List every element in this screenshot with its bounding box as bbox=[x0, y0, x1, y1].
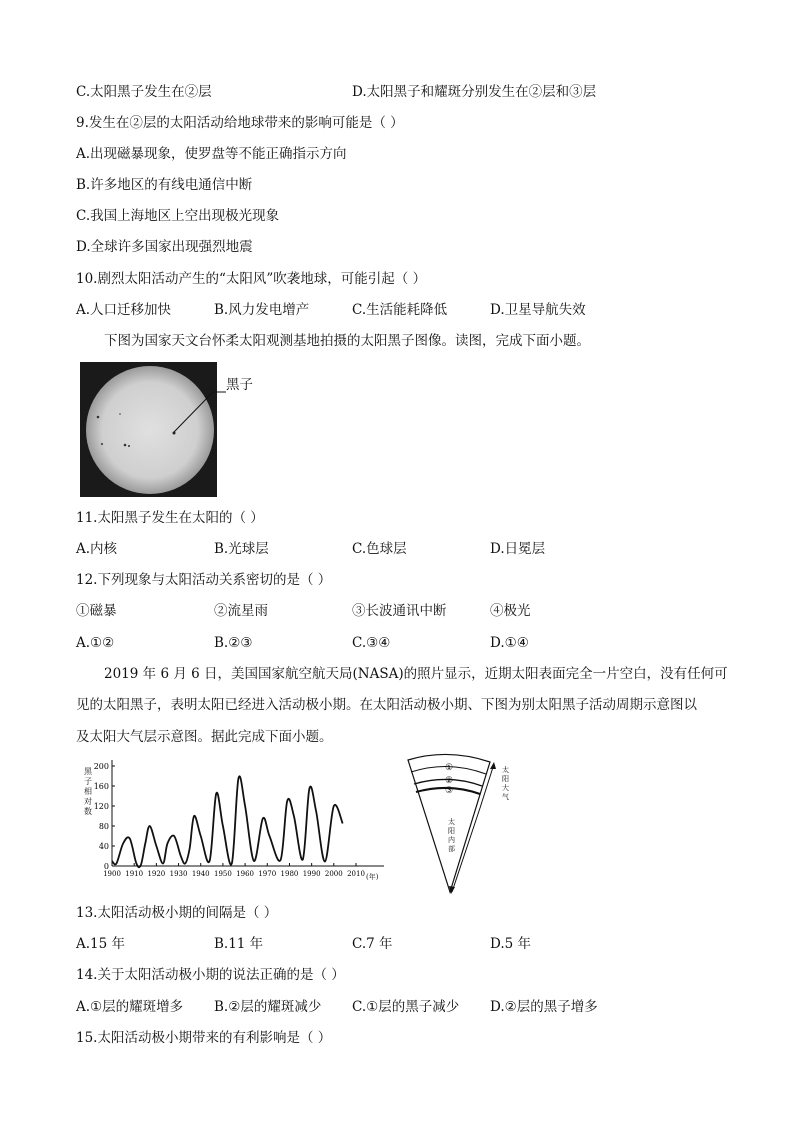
y-tick-label: 0 bbox=[103, 862, 109, 871]
y-tick-label: 200 bbox=[93, 762, 109, 771]
intro-sunspot-image: 下图为国家天文台怀柔太阳观测基地拍摄的太阳黑子图像。读图，完成下面小题。 bbox=[104, 333, 590, 349]
x-tick-label: 2000 bbox=[324, 870, 343, 878]
layer-1-label: ① bbox=[445, 763, 454, 773]
intro-paragraph-line-1: 2019 年 6 月 6 日，美国国家航空航天局(NASA)的照片显示，近期太阳表面完全一片空白，没有任何可 bbox=[104, 666, 728, 682]
intro-paragraph-line-3: 及太阳大气层示意图。据此完成下面小题。 bbox=[76, 729, 333, 745]
sunspot bbox=[124, 444, 127, 447]
x-tick-label: 1940 bbox=[191, 870, 210, 878]
q12-item-2: ②流星雨 bbox=[214, 603, 268, 619]
sunspot bbox=[128, 445, 130, 447]
atmosphere-label: 太阳大气 bbox=[502, 766, 509, 801]
q10-stem: 10.剧烈太阳活动产生的“太阳风”吹袭地球，可能引起（ ） bbox=[76, 271, 427, 287]
q10-option-a: A.人口迁移加快 bbox=[76, 302, 172, 318]
sunspot bbox=[119, 413, 121, 415]
sunspot-series-line bbox=[112, 776, 343, 867]
q9-option-d: D.全球许多国家出现强烈地震 bbox=[76, 239, 253, 255]
q13-option-a: A.15 年 bbox=[76, 936, 126, 952]
q12-stem: 12.下列现象与太阳活动关系密切的是（ ） bbox=[76, 572, 332, 588]
q10-option-d: D.卫星导航失效 bbox=[490, 302, 586, 318]
q12-option-a: A.①② bbox=[76, 635, 115, 651]
q13-option-d: D.5 年 bbox=[490, 936, 532, 952]
q13-option-b: B.11 年 bbox=[214, 936, 264, 952]
q11-option-b: B.光球层 bbox=[214, 541, 269, 557]
q14-option-b: B.②层的耀斑减少 bbox=[214, 999, 322, 1015]
interior-label: 太阳内部 bbox=[448, 818, 455, 853]
q10-option-b: B.风力发电增产 bbox=[214, 302, 310, 318]
x-tick-label: 1960 bbox=[236, 870, 255, 878]
x-tick-label: 1980 bbox=[280, 870, 299, 878]
layer-3-label: ③ bbox=[445, 786, 454, 796]
x-axis-label: (年) bbox=[366, 873, 379, 881]
q15-stem: 15.太阳活动极小期带来的有利影响是（ ） bbox=[76, 1030, 332, 1046]
sunspot bbox=[101, 443, 103, 445]
y-tick-label: 40 bbox=[98, 842, 109, 851]
q12-item-1: ①磁暴 bbox=[76, 603, 117, 619]
q14-option-d: D.②层的黑子增多 bbox=[490, 999, 598, 1015]
q10-option-c: C.生活能耗降低 bbox=[352, 302, 448, 318]
x-tick-label: 1990 bbox=[302, 870, 321, 878]
q8-option-d: D.太阳黑子和耀斑分别发生在②层和③层 bbox=[352, 84, 597, 100]
q13-option-c: C.7 年 bbox=[352, 936, 393, 952]
q13-stem: 13.太阳活动极小期的间隔是（ ） bbox=[76, 905, 278, 921]
intro-paragraph-line-2: 见的太阳黑子，表明太阳已经进入活动极小期。在太阳活动极小期、下图为别太阳黑子活动周期示意图以 bbox=[76, 697, 697, 713]
x-tick-label: 1900 bbox=[103, 870, 121, 878]
layer-2-label: ② bbox=[445, 776, 454, 786]
q11-stem: 11.太阳黑子发生在太阳的（ ） bbox=[76, 510, 264, 526]
q9-option-c: C.我国上海地区上空出现极光现象 bbox=[76, 208, 280, 224]
x-tick-label: 1910 bbox=[125, 870, 144, 878]
y-tick-label: 80 bbox=[98, 822, 109, 831]
y-tick-label: 160 bbox=[93, 782, 109, 791]
q9-option-a: A.出现磁暴现象，使罗盘等不能正确指示方向 bbox=[76, 146, 347, 162]
q12-option-b: B.②③ bbox=[214, 635, 253, 651]
sunspot-cycle-chart bbox=[84, 756, 390, 884]
sunspot bbox=[97, 416, 100, 419]
x-tick-label: 1930 bbox=[169, 870, 188, 878]
sunspot-leader-line bbox=[170, 385, 230, 435]
x-tick-label: 2010 bbox=[347, 870, 365, 878]
solar-layer-diagram bbox=[404, 752, 516, 898]
q14-stem: 14.关于太阳活动极小期的说法正确的是（ ） bbox=[76, 967, 345, 983]
q11-option-d: D.日冕层 bbox=[490, 541, 546, 557]
q9-option-b: B.许多地区的有线电通信中断 bbox=[76, 177, 253, 193]
x-tick-label: 1970 bbox=[258, 870, 277, 878]
sunspot-label: 黑子 bbox=[226, 377, 253, 393]
q12-item-3: ③长波通讯中断 bbox=[352, 603, 447, 619]
q11-option-a: A.内核 bbox=[76, 541, 118, 557]
q14-option-a: A.①层的耀斑增多 bbox=[76, 999, 184, 1015]
q12-option-d: D.①④ bbox=[490, 635, 529, 651]
q12-option-c: C.③④ bbox=[352, 635, 391, 651]
q12-item-4: ④极光 bbox=[490, 603, 531, 619]
x-tick-label: 1950 bbox=[213, 870, 232, 878]
q14-option-c: C.①层的黑子减少 bbox=[352, 999, 460, 1015]
x-tick-label: 1920 bbox=[147, 870, 166, 878]
q8-option-c: C.太阳黑子发生在②层 bbox=[76, 84, 212, 100]
q11-option-c: C.色球层 bbox=[352, 541, 407, 557]
y-tick-label: 120 bbox=[93, 802, 109, 811]
q9-stem: 9.发生在②层的太阳活动给地球带来的影响可能是（ ） bbox=[76, 115, 404, 131]
y-axis-label: 黑子相对数 bbox=[84, 767, 92, 816]
